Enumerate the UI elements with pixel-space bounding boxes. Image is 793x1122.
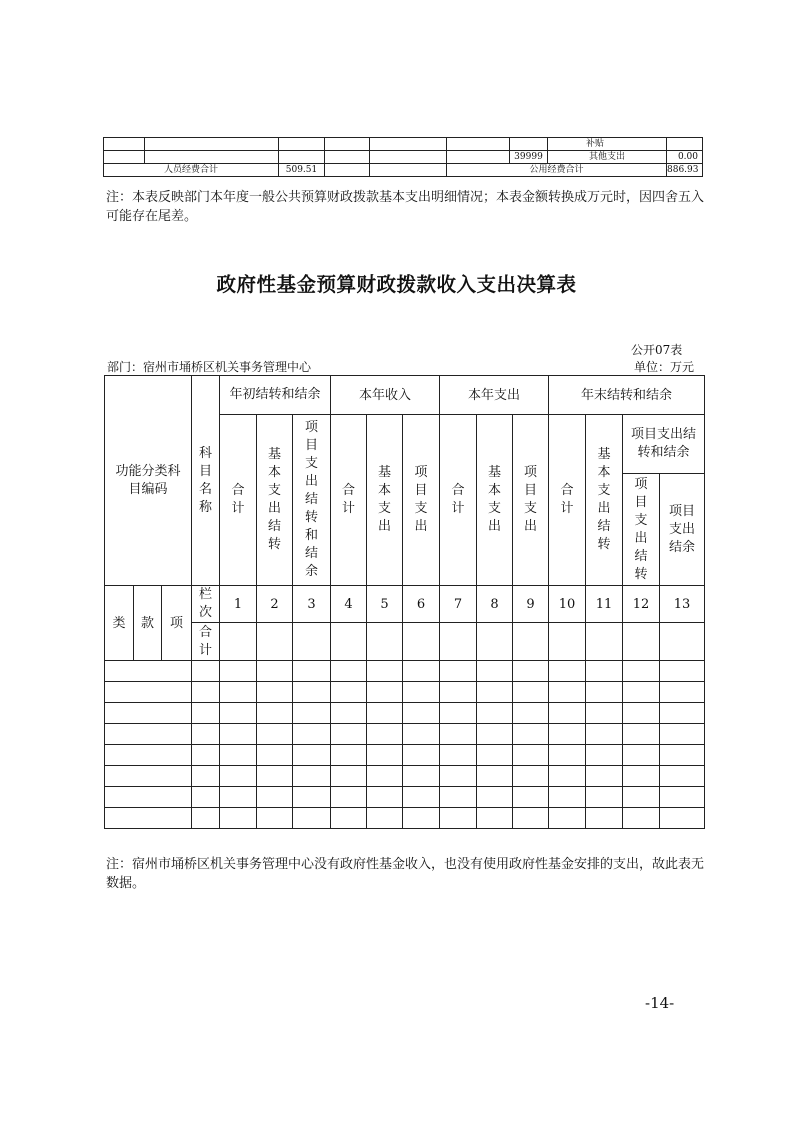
subsidy-cell: 补贴 — [548, 138, 667, 151]
form-number: 公开07表 — [631, 343, 683, 357]
expense-header: 本年支出 — [440, 376, 549, 415]
bottom-note: 注：宿州市埇桥区机关事务管理中心没有政府性基金收入，也没有使用政府性基金安排的支出，故此表无数据。 — [106, 857, 705, 891]
kuan-header: 款 — [134, 586, 162, 661]
total-row — [105, 623, 705, 661]
top-note: 注：本表反映部门本年度一般公共预算财政拨款基本支出明细情况；本表金额转换成万元时，因四舍五入可能存在尾差。 — [106, 190, 705, 224]
col-number: 6 — [403, 586, 440, 623]
column-number-row — [105, 586, 705, 623]
page-number: -14- — [645, 994, 675, 1012]
department-label: 部门：宿州市埇桥区机关事务管理中心 — [107, 360, 312, 374]
lei-header: 类 — [105, 586, 134, 661]
table-row — [104, 164, 703, 177]
continued-expense-table — [103, 137, 703, 177]
opening-project-header: 项目支出结转和结余 — [293, 415, 331, 586]
lanci-cell: 栏次 — [192, 586, 220, 623]
col-number: 13 — [660, 586, 705, 623]
table-row — [105, 787, 705, 808]
col-number: 4 — [331, 586, 367, 623]
col-number: 11 — [586, 586, 623, 623]
public-total-value: 886.93 — [667, 164, 703, 177]
table-row — [105, 724, 705, 745]
col-number: 7 — [440, 586, 477, 623]
expense-project-header: 项目支出 — [513, 415, 549, 586]
income-header: 本年收入 — [331, 376, 440, 415]
income-basic-header: 基本支出 — [367, 415, 403, 586]
closing-project-carry-header: 项目支出结转 — [623, 474, 660, 586]
personnel-total-value: 509.51 — [279, 164, 325, 177]
public-total-label: 公用经费合计 — [447, 164, 667, 177]
header-row — [105, 376, 705, 415]
code-cell: 39999 — [510, 151, 548, 164]
col-number: 10 — [549, 586, 586, 623]
col-number: 5 — [367, 586, 403, 623]
personnel-total-label: 人员经费合计 — [104, 164, 279, 177]
table-row — [105, 808, 705, 829]
page-title: 政府性基金预算财政拨款收入支出决算表 — [216, 273, 577, 296]
fund-budget-table — [104, 375, 705, 829]
table-row — [105, 682, 705, 703]
table-row — [105, 766, 705, 787]
xiang-header: 项 — [162, 586, 192, 661]
table-row — [104, 151, 703, 164]
closing-total-header: 合计 — [549, 415, 586, 586]
col-number: 3 — [293, 586, 331, 623]
col-number: 2 — [257, 586, 293, 623]
func-code-header: 功能分类科目编码 — [105, 376, 192, 586]
closing-project-surplus-header: 项目支出结余 — [660, 474, 705, 586]
opening-basic-header: 基本支出结转 — [257, 415, 293, 586]
subject-name-header: 科目名称 — [192, 376, 220, 586]
closing-basic-header: 基本支出结转 — [586, 415, 623, 586]
total-label-cell: 合计 — [192, 623, 220, 661]
col-number: 9 — [513, 586, 549, 623]
name-cell: 其他支出 — [548, 151, 667, 164]
col-number: 1 — [220, 586, 257, 623]
closing-balance-header: 年末结转和结余 — [549, 376, 705, 415]
opening-total-header: 合计 — [220, 415, 257, 586]
table-row — [105, 745, 705, 766]
expense-total-header: 合计 — [440, 415, 477, 586]
value-cell: 0.00 — [667, 151, 703, 164]
closing-project-header: 项目支出结转和结余 — [623, 415, 705, 474]
income-total-header: 合计 — [331, 415, 367, 586]
table-row — [104, 138, 703, 151]
expense-basic-header: 基本支出 — [477, 415, 513, 586]
col-number: 8 — [477, 586, 513, 623]
opening-balance-header: 年初结转和结余 — [220, 376, 331, 415]
unit-label: 单位：万元 — [634, 360, 695, 374]
income-project-header: 项目支出 — [403, 415, 440, 586]
table-row — [105, 703, 705, 724]
table-row — [105, 661, 705, 682]
col-number: 12 — [623, 586, 660, 623]
